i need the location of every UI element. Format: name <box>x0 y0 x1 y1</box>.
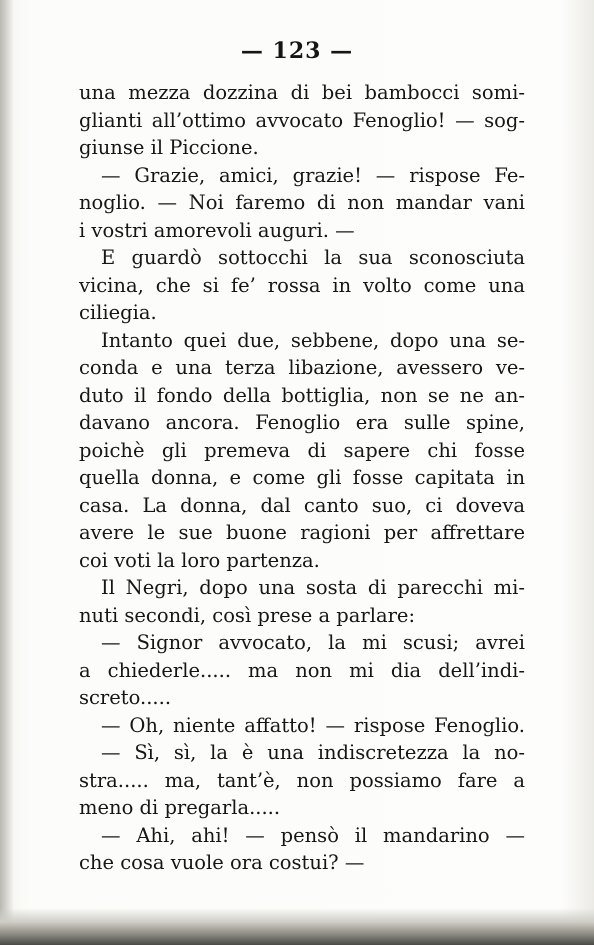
page-number: — 123 — <box>240 38 354 64</box>
text-line: nuti secondi, così prese a parlare: <box>79 604 416 627</box>
text-line: davano ancora. Fenoglio era sulle spine, <box>79 411 525 434</box>
text-line: giunse il Piccione. <box>79 136 259 159</box>
text-line: conda e una terza libazione, avessero ve- <box>79 356 525 379</box>
text-line: — Grazie, amici, grazie! — rispose Fe- <box>101 164 525 187</box>
text-line: quella donna, e come gli fosse capitata in <box>79 466 525 489</box>
text-line: che cosa vuole ora costui? — <box>79 851 365 874</box>
text-line: — Signor avvocato, la mi scusi; avrei <box>101 631 525 654</box>
text-line: vicina, che si fe’ rossa in volto come una <box>79 274 525 297</box>
text-line: coi voti la loro partenza. <box>79 549 320 572</box>
text-line: E guardò sottocchi la sua sconosciuta <box>101 246 525 269</box>
text-line: ciliegia. <box>79 301 157 324</box>
text-line: a chiederle..... ma non mi dia dell’indi- <box>79 659 525 682</box>
text-line: noglio. — Noi faremo di non mandar vani <box>79 191 525 214</box>
text-line: Intanto quei due, sebbene, dopo una se- <box>101 329 525 352</box>
text-line: casa. La donna, dal canto suo, ci doveva <box>79 494 525 517</box>
text-line: una mezza dozzina di bei bambocci somi- <box>79 81 525 104</box>
text-line: poichè gli premeva di sapere chi fosse <box>79 439 525 462</box>
text-line: — Ahi, ahi! — pensò il mandarino — <box>101 824 525 847</box>
text-line: duto il fondo della bottiglia, non se ne an- <box>79 384 525 407</box>
text-line: Il Negri, dopo una sosta di parecchi mi- <box>101 576 525 599</box>
text-line: avere le sue buone ragioni per affrettare <box>79 521 525 544</box>
text-line: glianti all’ottimo avvocato Fenoglio! — sog- <box>79 109 525 132</box>
text-line: stra..... ma, tant’è, non possiamo fare a <box>79 769 525 792</box>
text-line: screto..... <box>79 686 172 709</box>
text-line: i vostri amorevoli auguri. — <box>79 219 355 242</box>
page-bottom-edge <box>0 908 594 945</box>
text-line: meno di pregarla..... <box>79 796 281 819</box>
text-line: — Oh, niente affatto! — rispose Fenoglio. <box>101 714 525 737</box>
text-line: — Sì, sì, la è una indiscretezza la no- <box>101 741 525 764</box>
